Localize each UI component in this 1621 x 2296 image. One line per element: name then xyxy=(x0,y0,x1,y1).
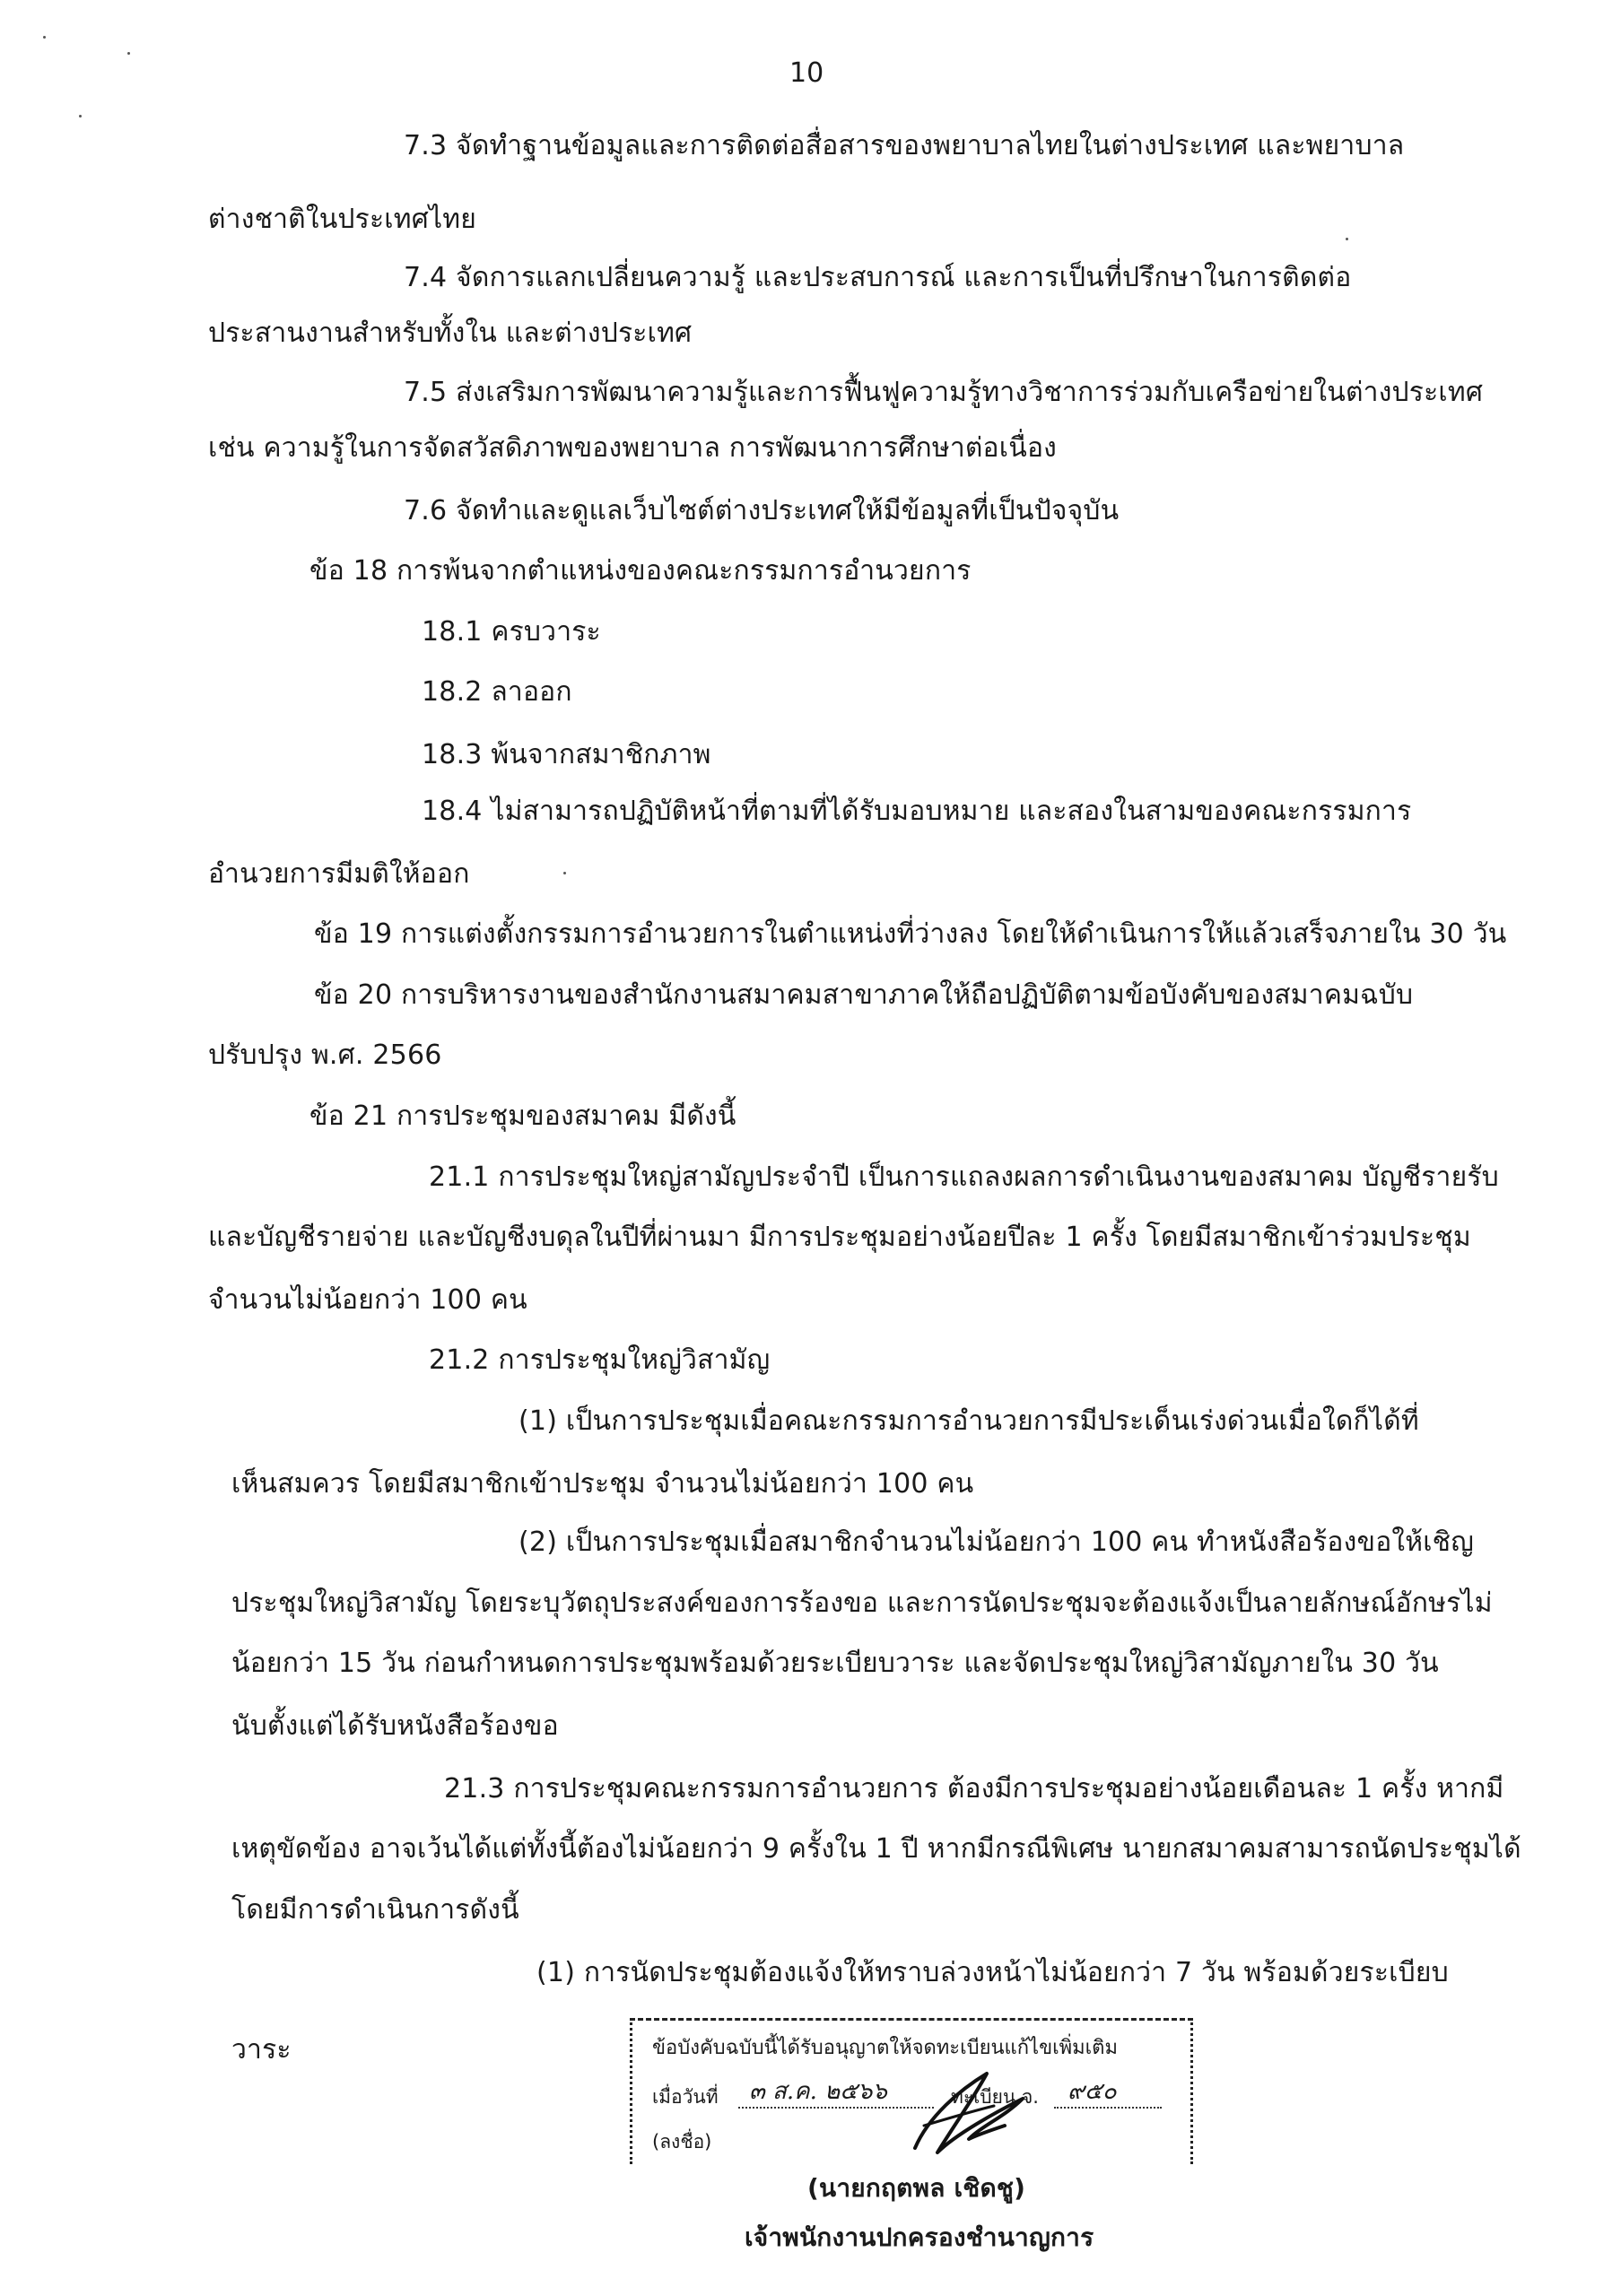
text-line-18-1: 18.1 ครบวาระ xyxy=(422,616,601,648)
text-line-7-5-cont: เช่น ความรู้ในการจัดสวัสดิภาพของพยาบาล การพัฒนาการศึกษาต่อเนื่อง xyxy=(208,432,1058,464)
text-line-18-3: 18.3 พ้นจากสมาชิกภาพ xyxy=(422,739,711,770)
text-line-7-4: 7.4 จัดการแลกเปลี่ยนความรู้ และประสบการณ์ และการเป็นที่ปรึกษาในการติดต่อ xyxy=(404,262,1352,293)
text-line-21-2-2-cont-b: น้อยกว่า 15 วัน ก่อนกำหนดการประชุมพร้อมด้วยระเบียบวาระ และจัดประชุมใหญ่วิสามัญภายใน 30 วัน xyxy=(231,1648,1439,1679)
article-18-heading: ข้อ 18 การพ้นจากตำแหน่งของคณะกรรมการอำนวยการ xyxy=(309,555,972,587)
page-number: 10 xyxy=(789,57,824,89)
article-19: ข้อ 19 การแต่งตั้งกรรมการอำนวยการในตำแหน่งที่ว่างลง โดยให้ดำเนินการให้แล้วเสร็จภายใน 30 วัน xyxy=(314,918,1507,950)
article-20-cont: ปรับปรุง พ.ศ. 2566 xyxy=(208,1039,442,1071)
scan-speck xyxy=(127,52,130,55)
scan-speck xyxy=(1346,238,1348,240)
text-line-21-2-2-cont-c: นับตั้งแต่ได้รับหนังสือร้องขอ xyxy=(231,1710,559,1742)
text-line-21-2-2: (2) เป็นการประชุมเมื่อสมาชิกจำนวนไม่น้อยกว่า 100 คน ทำหนังสือร้องขอให้เชิญ xyxy=(519,1526,1475,1558)
article-21-heading: ข้อ 21 การประชุมของสมาคม มีดังนี้ xyxy=(309,1100,736,1132)
text-line-7-5: 7.5 ส่งเสริมการพัฒนาความรู้และการฟื้นฟูความรู้ทางวิชาการร่วมกับเครือข่ายในต่างประเทศ xyxy=(404,377,1484,408)
scan-speck xyxy=(563,872,566,874)
text-line-18-4: 18.4 ไม่สามารถปฏิบัติหน้าที่ตามที่ได้รับมอบหมาย และสองในสามของคณะกรรมการ xyxy=(422,796,1412,827)
stamp-registration-label: ทะเบียน จ. xyxy=(951,2086,1039,2108)
signer-name: (นายกฤตพล เชิดชู) xyxy=(807,2173,1026,2203)
stamp-date-label: เมื่อวันที่ xyxy=(652,2086,719,2108)
text-line-21-1-cont-b: จำนวนไม่น้อยกว่า 100 คน xyxy=(208,1284,527,1316)
text-line-21-2-1: (1) เป็นการประชุมเมื่อคณะกรรมการอำนวยการมีประเด็นเร่งด่วนเมื่อใดก็ได้ที่ xyxy=(519,1405,1419,1437)
signer-title: เจ้าพนักงานปกครองชำนาญการ xyxy=(745,2222,1094,2252)
stamp-registration-dotted-line xyxy=(1054,2107,1162,2109)
text-line-21-2-2-cont-a: ประชุมใหญ่วิสามัญ โดยระบุวัตถุประสงค์ของการร้องขอ และการนัดประชุมจะต้องแจ้งเป็นลายลักษณ์อักษรไม่ xyxy=(231,1587,1493,1619)
stamp-signature-label: (ลงชื่อ) xyxy=(652,2131,712,2152)
text-line-21-3-1-cont: วาระ xyxy=(231,2034,292,2066)
text-line-7-6: 7.6 จัดทำและดูแลเว็บไซต์ต่างประเทศให้มีข้อมูลที่เป็นปัจจุบัน xyxy=(404,495,1120,526)
stamp-date-value: ๓ ส.ค. ๒๕๖๖ xyxy=(749,2078,887,2105)
text-line-18-2: 18.2 ลาออก xyxy=(422,676,572,708)
handwritten-signature xyxy=(888,2063,1032,2161)
text-line-21-3: 21.3 การประชุมคณะกรรมการอำนวยการ ต้องมีการประชุมอย่างน้อยเดือนละ 1 ครั้ง หากมี xyxy=(444,1773,1504,1805)
text-line-21-2-1-cont: เห็นสมควร โดยมีสมาชิกเข้าประชุม จำนวนไม่น้อยกว่า 100 คน xyxy=(231,1468,974,1500)
text-line-21-1: 21.1 การประชุมใหญ่สามัญประจำปี เป็นการแถลงผลการดำเนินงานของสมาคม บัญชีรายรับ xyxy=(429,1161,1499,1193)
text-line-7-3-cont: ต่างชาติในประเทศไทย xyxy=(208,204,477,235)
text-line-21-2: 21.2 การประชุมใหญ่วิสามัญ xyxy=(429,1344,771,1376)
text-line-18-4-cont: อำนวยการมีมติให้ออก xyxy=(208,858,470,890)
article-20: ข้อ 20 การบริหารงานของสำนักงานสมาคมสาขาภาคให้ถือปฏิบัติตามข้อบังคับของสมาคมฉบับ xyxy=(314,979,1414,1011)
stamp-registration-value: ๙๕๐ xyxy=(1068,2078,1117,2105)
text-line-21-3-cont-b: โดยมีการดำเนินการดังนี้ xyxy=(231,1894,519,1926)
text-line-7-4-cont: ประสานงานสำหรับทั้งใน และต่างประเทศ xyxy=(208,317,693,349)
stamp-approval-text: ข้อบังคับฉบับนี้ได้รับอนุญาตให้จดทะเบียนแก้ไขเพิ่มเติม xyxy=(652,2037,1118,2059)
scan-speck xyxy=(79,115,82,117)
scan-speck xyxy=(43,36,46,39)
text-line-21-1-cont-a: และบัญชีรายจ่าย และบัญชีงบดุลในปีที่ผ่านมา มีการประชุมอย่างน้อยปีละ 1 ครั้ง โดยมีสมาชิกเข้าร่วมประชุม xyxy=(208,1222,1471,1253)
text-line-21-3-cont-a: เหตุขัดข้อง อาจเว้นได้แต่ทั้งนี้ต้องไม่น้อยกว่า 9 ครั้งใน 1 ปี หากมีกรณีพิเศษ นายกสมาคมสามารถนัดประชุมได้ xyxy=(231,1833,1521,1865)
text-line-21-3-1: (1) การนัดประชุมต้องแจ้งให้ทราบล่วงหน้าไม่น้อยกว่า 7 วัน พร้อมด้วยระเบียบ xyxy=(536,1957,1449,1988)
text-line-7-3: 7.3 จัดทำฐานข้อมูลและการติดต่อสื่อสารของพยาบาลไทยในต่างประเทศ และพยาบาล xyxy=(404,130,1405,161)
